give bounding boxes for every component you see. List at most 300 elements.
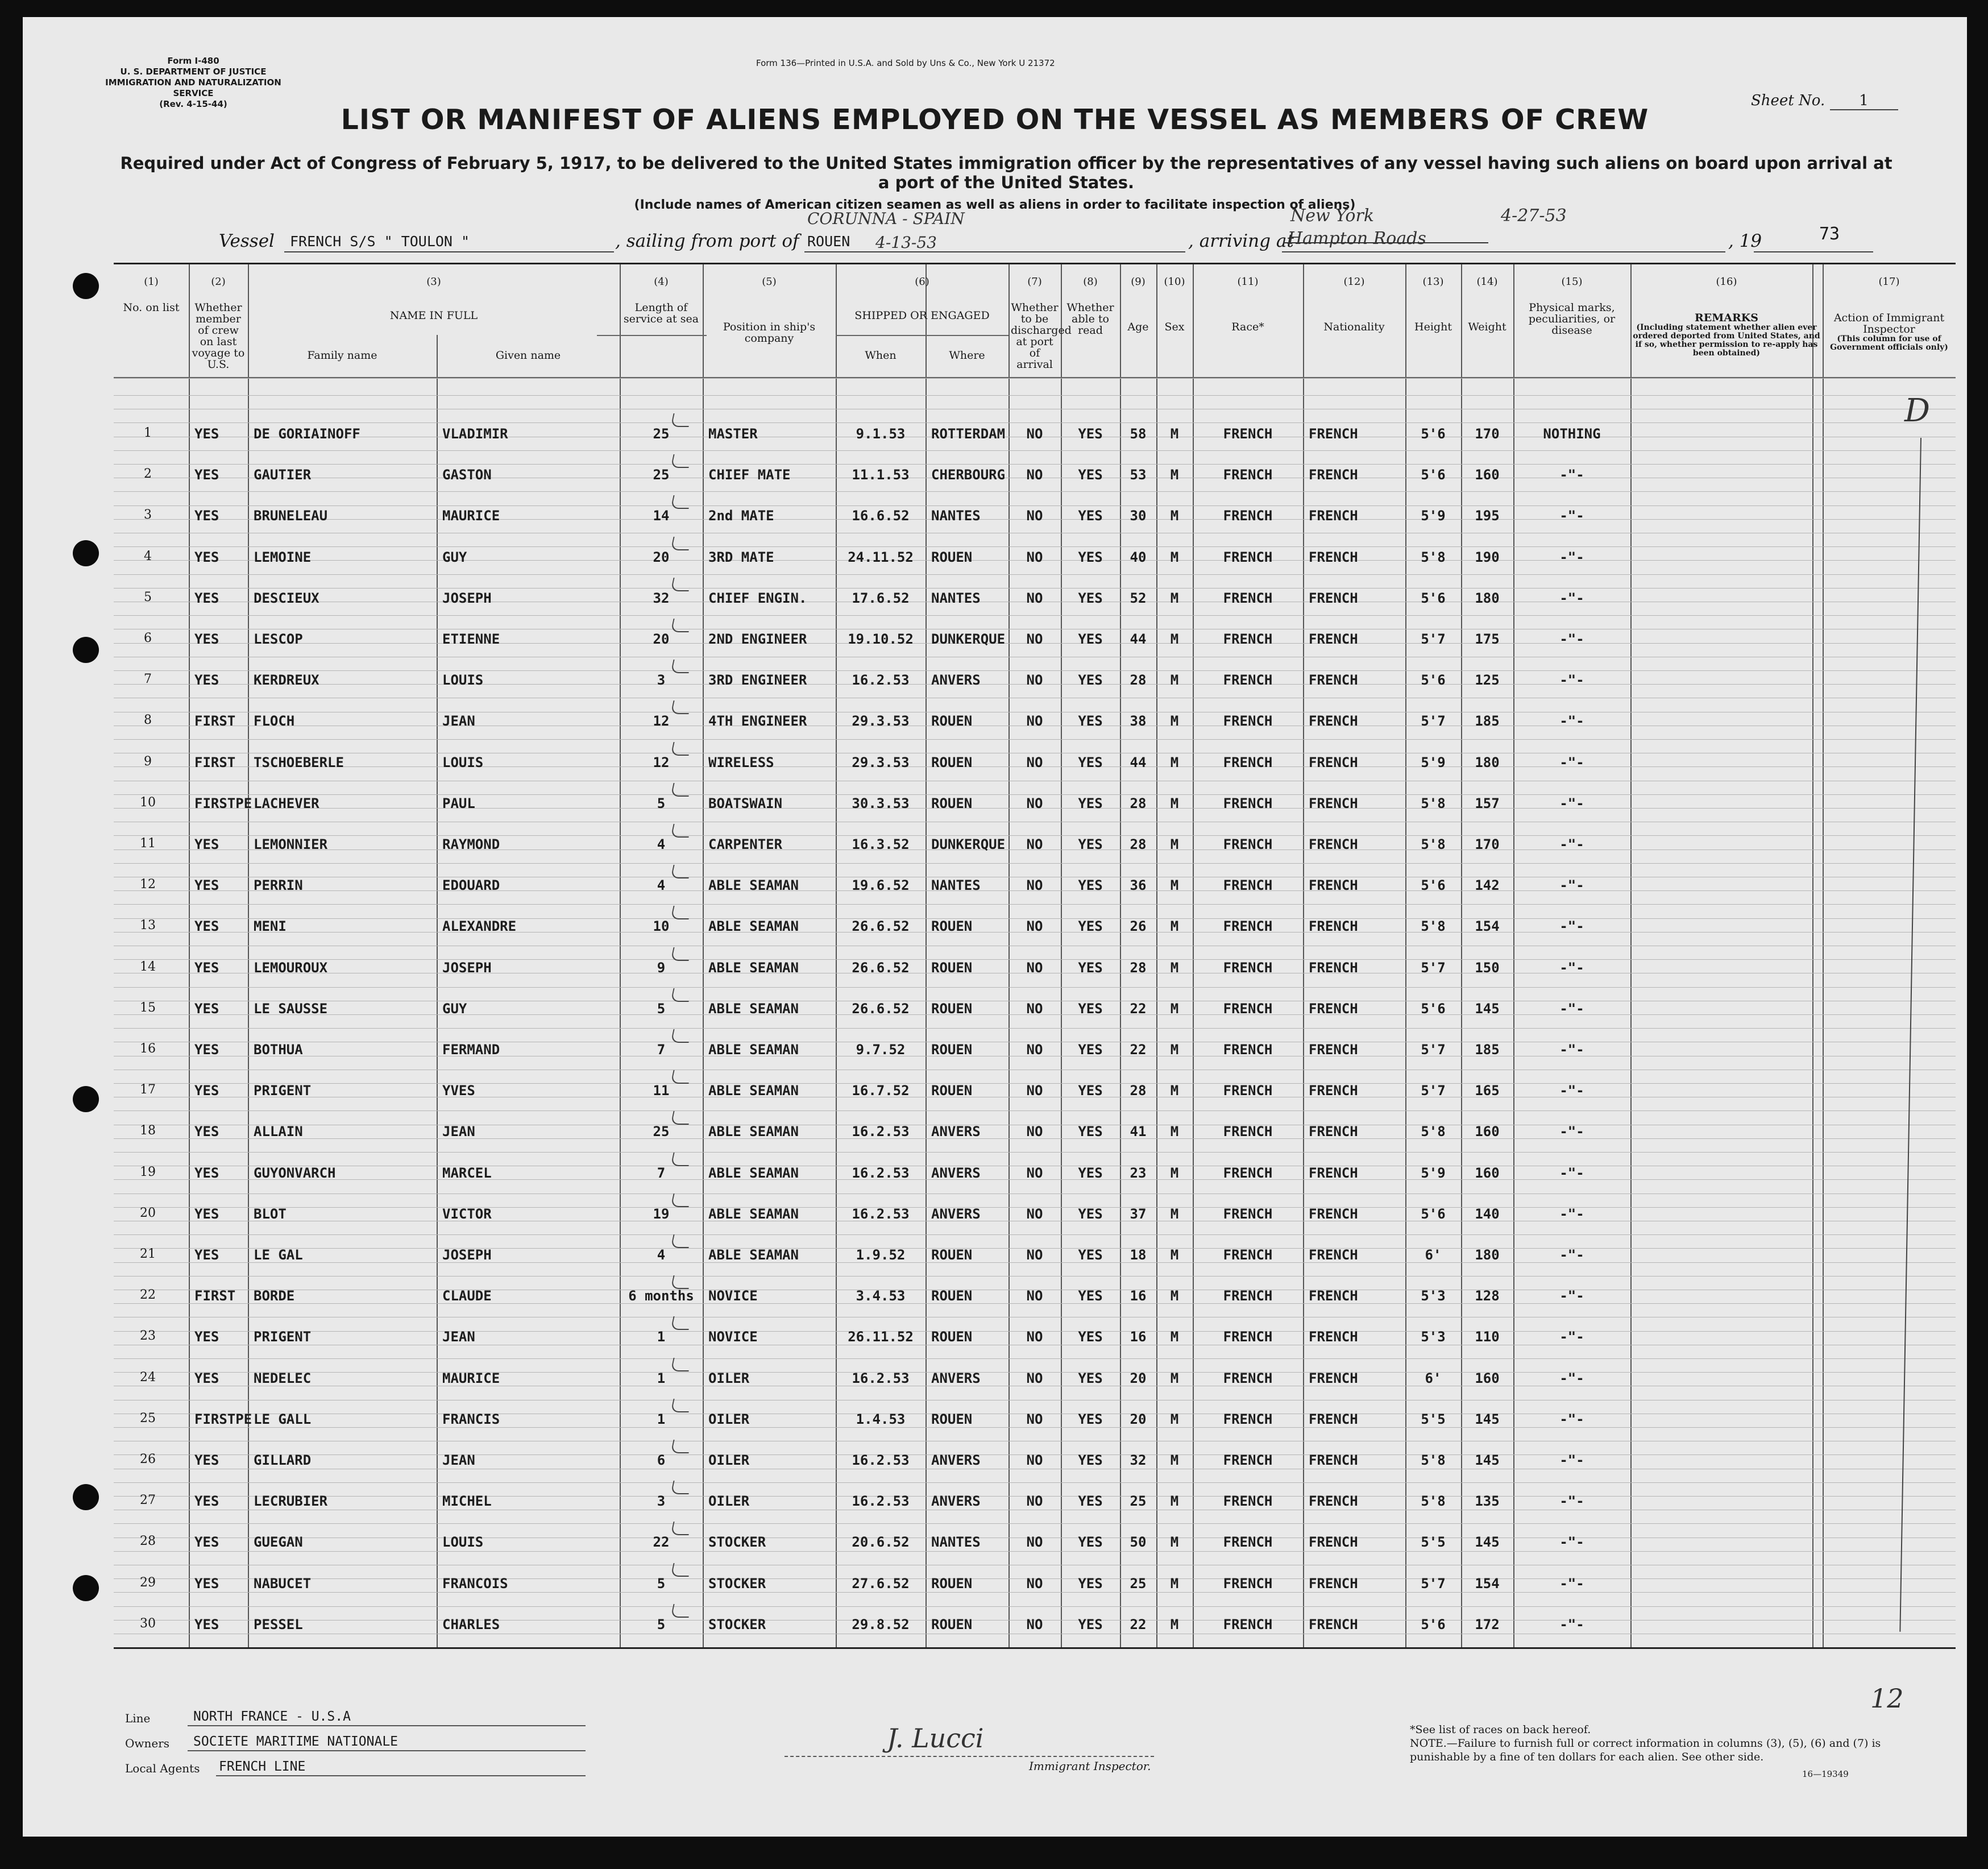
family-name: GUYONVARCH xyxy=(254,1165,336,1181)
race: FRENCH xyxy=(1223,713,1273,729)
able-to-read: YES xyxy=(1078,795,1103,811)
shipped-when: 20.6.52 xyxy=(852,1534,910,1550)
shipped-where: ANVERS xyxy=(931,1452,981,1468)
height: 5'6 xyxy=(1421,1617,1446,1632)
service-length: 5 xyxy=(657,1576,666,1592)
age: 30 xyxy=(1130,508,1147,524)
race: FRENCH xyxy=(1223,1124,1273,1139)
column-header-note: (Including statement whether alien ever ordered deported from United States, and if so, whether permission to re-apply has been obtained) xyxy=(1633,323,1820,358)
family-name: GUEGAN xyxy=(254,1534,303,1550)
table-row xyxy=(114,631,1956,648)
weight: 150 xyxy=(1475,960,1500,976)
nationality: FRENCH xyxy=(1309,795,1358,811)
service-length: 12 xyxy=(653,713,670,729)
age: 23 xyxy=(1130,1165,1147,1181)
weight: 125 xyxy=(1475,672,1500,688)
family-name: BOTHUA xyxy=(254,1042,303,1058)
check-mark xyxy=(670,495,691,509)
weight: 160 xyxy=(1475,1165,1500,1181)
column-header xyxy=(1633,312,1820,358)
sex: M xyxy=(1170,1370,1179,1386)
shipped-when: 26.11.52 xyxy=(848,1329,914,1345)
column-number: (15) xyxy=(1561,276,1583,288)
department: U. S. DEPARTMENT OF JUSTICE xyxy=(120,67,267,77)
check-mark xyxy=(670,742,691,756)
service-length: 7 xyxy=(657,1042,666,1058)
service-length: 12 xyxy=(653,755,670,770)
check-mark xyxy=(670,660,691,673)
name-split-rule xyxy=(437,335,438,1647)
shipped-when: 3.4.53 xyxy=(856,1288,906,1304)
shipped-split-rule xyxy=(925,335,927,1647)
race: FRENCH xyxy=(1223,1617,1273,1632)
column-subheader: Where xyxy=(949,349,985,362)
physical-marks: -"- xyxy=(1559,918,1584,934)
given-name: YVES xyxy=(442,1083,475,1099)
nationality: FRENCH xyxy=(1309,1493,1358,1509)
column-number: (11) xyxy=(1237,276,1259,288)
height: 5'7 xyxy=(1421,960,1446,976)
race: FRENCH xyxy=(1223,1452,1273,1468)
height: 5'3 xyxy=(1421,1329,1446,1345)
column-number: (14) xyxy=(1476,276,1498,288)
position: ABLE SEAMAN xyxy=(708,1206,799,1222)
check-mark xyxy=(670,1070,691,1084)
family-name: GAUTIER xyxy=(254,467,312,483)
family-name: LEMOINE xyxy=(254,549,312,565)
able-to-read: YES xyxy=(1078,877,1103,893)
sex: M xyxy=(1170,1576,1179,1592)
physical-marks: NOTHING xyxy=(1543,426,1601,442)
ledger-rule xyxy=(114,574,1956,575)
column-number: (16) xyxy=(1716,276,1737,288)
revision: (Rev. 4-15-44) xyxy=(159,99,227,109)
weight: 140 xyxy=(1475,1206,1500,1222)
age: 18 xyxy=(1130,1247,1147,1263)
column-number: (7) xyxy=(1027,276,1042,288)
sex: M xyxy=(1170,672,1179,688)
punch-hole xyxy=(73,273,99,299)
sex: M xyxy=(1170,836,1179,852)
height: 5'8 xyxy=(1421,836,1446,852)
given-name: LOUIS xyxy=(442,672,484,688)
able-to-read: YES xyxy=(1078,960,1103,976)
family-name: MENI xyxy=(254,918,287,934)
header-rule xyxy=(114,378,1956,379)
crew-table xyxy=(114,263,1956,1649)
row-number: 27 xyxy=(140,1493,156,1507)
able-to-read: YES xyxy=(1078,1124,1103,1139)
sex: M xyxy=(1170,467,1179,483)
nationality: FRENCH xyxy=(1309,1534,1358,1550)
given-name: FERMAND xyxy=(442,1042,500,1058)
row-number: 6 xyxy=(144,631,152,645)
column-number: (5) xyxy=(762,276,777,288)
row-number: 8 xyxy=(144,713,152,727)
family-name: BRUNELEAU xyxy=(254,508,328,524)
shipped-where: CHERBOURG xyxy=(931,467,1006,483)
height: 5'6 xyxy=(1421,426,1446,442)
table-row xyxy=(114,1124,1956,1141)
races-note: *See list of races on back hereof. xyxy=(1410,1723,1591,1736)
discharged: NO xyxy=(1026,1329,1043,1345)
shipped-when: 19.6.52 xyxy=(852,877,910,893)
given-name: GASTON xyxy=(442,467,492,483)
height: 5'5 xyxy=(1421,1534,1446,1550)
ledger-rule xyxy=(114,794,1956,795)
height: 5'9 xyxy=(1421,508,1446,524)
check-mark xyxy=(670,865,691,878)
sex: M xyxy=(1170,960,1179,976)
column-header: Nationality xyxy=(1323,321,1385,333)
shipped-where: ANVERS xyxy=(931,1206,981,1222)
weight: 175 xyxy=(1475,631,1500,647)
crew-last-voyage: FIRST xyxy=(194,1288,236,1304)
sex: M xyxy=(1170,1288,1179,1304)
given-name: VLADIMIR xyxy=(442,426,508,442)
position: NOVICE xyxy=(708,1288,758,1304)
weight: 180 xyxy=(1475,755,1500,770)
row-number: 28 xyxy=(140,1534,156,1548)
able-to-read: YES xyxy=(1078,1288,1103,1304)
given-name: ETIENNE xyxy=(442,631,500,647)
service-length: 7 xyxy=(657,1165,666,1181)
check-mark xyxy=(670,988,691,1002)
physical-marks: -"- xyxy=(1559,877,1584,893)
shipped-where: DUNKERQUE xyxy=(931,631,1006,647)
service-length: 10 xyxy=(653,918,670,934)
check-mark xyxy=(670,578,691,591)
crew-last-voyage: YES xyxy=(194,1534,219,1550)
sailing-port: ROUEN xyxy=(807,233,850,250)
race: FRENCH xyxy=(1223,755,1273,770)
race: FRENCH xyxy=(1223,1411,1273,1427)
physical-marks: -"- xyxy=(1559,467,1584,483)
row-number: 17 xyxy=(140,1083,156,1097)
column-header: SHIPPED OR ENGAGED xyxy=(854,309,990,322)
position: ABLE SEAMAN xyxy=(708,1165,799,1181)
check-mark xyxy=(670,619,691,632)
shipped-where: ANVERS xyxy=(931,1124,981,1139)
signature-line xyxy=(785,1756,1154,1757)
able-to-read: YES xyxy=(1078,1083,1103,1099)
shipped-where: ROUEN xyxy=(931,755,973,770)
service-length: 4 xyxy=(657,877,666,893)
row-number: 3 xyxy=(144,508,152,522)
table-row xyxy=(114,1370,1956,1387)
nationality: FRENCH xyxy=(1309,1329,1358,1345)
ledger-rule xyxy=(114,505,1956,506)
physical-marks: -"- xyxy=(1559,1329,1584,1345)
shipped-where: NANTES xyxy=(931,877,981,893)
table-row xyxy=(114,1452,1956,1469)
column-number: (17) xyxy=(1878,276,1900,288)
nationality: FRENCH xyxy=(1309,1617,1358,1632)
nationality: FRENCH xyxy=(1309,426,1358,442)
discharged: NO xyxy=(1026,1617,1043,1632)
height: 6' xyxy=(1425,1247,1442,1263)
sex: M xyxy=(1170,1001,1179,1017)
service-length: 14 xyxy=(653,508,670,524)
check-mark xyxy=(670,1399,691,1412)
row-number: 18 xyxy=(140,1124,156,1138)
weight: 145 xyxy=(1475,1452,1500,1468)
check-mark xyxy=(670,947,691,961)
position: 2nd MATE xyxy=(708,508,774,524)
crew-last-voyage: YES xyxy=(194,918,219,934)
position: 4TH ENGINEER xyxy=(708,713,807,729)
able-to-read: YES xyxy=(1078,713,1103,729)
height: 5'8 xyxy=(1421,549,1446,565)
column-number: (1) xyxy=(144,276,159,288)
physical-marks: -"- xyxy=(1559,1576,1584,1592)
height: 5'6 xyxy=(1421,877,1446,893)
height: 5'8 xyxy=(1421,1124,1446,1139)
check-mark xyxy=(670,1316,691,1330)
family-name: DESCIEUX xyxy=(254,590,319,606)
shipped-when: 30.3.53 xyxy=(852,795,910,811)
table-row xyxy=(114,1411,1956,1428)
table-row xyxy=(114,1206,1956,1223)
column-number: (6) xyxy=(915,276,929,288)
shipped-when: 16.2.53 xyxy=(852,672,910,688)
sex: M xyxy=(1170,631,1179,647)
check-mark xyxy=(670,1481,691,1494)
position: ABLE SEAMAN xyxy=(708,1083,799,1099)
able-to-read: YES xyxy=(1078,1617,1103,1632)
shipped-when: 16.2.53 xyxy=(852,1124,910,1139)
family-name: BORDE xyxy=(254,1288,295,1304)
family-name: LE GALL xyxy=(254,1411,312,1427)
shipped-where: ROUEN xyxy=(931,1411,973,1427)
crew-last-voyage: YES xyxy=(194,1206,219,1222)
service-length: 25 xyxy=(653,1124,670,1139)
crew-last-voyage: YES xyxy=(194,549,219,565)
name-header-rule xyxy=(597,335,707,336)
physical-marks: -"- xyxy=(1559,549,1584,565)
physical-marks: -"- xyxy=(1559,1042,1584,1058)
ledger-rule xyxy=(114,1028,1956,1029)
check-mark xyxy=(670,906,691,919)
table-row xyxy=(114,508,1956,525)
line-label: Line xyxy=(125,1711,151,1725)
service-length: 5 xyxy=(657,795,666,811)
given-name: GUY xyxy=(442,1001,467,1017)
discharged: NO xyxy=(1026,1576,1043,1592)
agents-label: Local Agents xyxy=(125,1762,200,1775)
shipped-where: ROUEN xyxy=(931,795,973,811)
ledger-rule xyxy=(114,863,1956,864)
row-number: 14 xyxy=(140,960,156,974)
check-mark xyxy=(670,454,691,468)
sex: M xyxy=(1170,918,1179,934)
position: STOCKER xyxy=(708,1534,766,1550)
shipped-where: ROUEN xyxy=(931,1247,973,1263)
ledger-rule xyxy=(114,1606,1956,1607)
physical-marks: -"- xyxy=(1559,1001,1584,1017)
race: FRENCH xyxy=(1223,467,1273,483)
race: FRENCH xyxy=(1223,1576,1273,1592)
column-number: (13) xyxy=(1422,276,1444,288)
weight: 145 xyxy=(1475,1534,1500,1550)
shipped-when: 16.2.53 xyxy=(852,1370,910,1386)
arriving-date-handwritten: 4-27-53 xyxy=(1501,206,1567,226)
service-length: 25 xyxy=(653,426,670,442)
height: 5'9 xyxy=(1421,1165,1446,1181)
height: 5'8 xyxy=(1421,1452,1446,1468)
weight: 154 xyxy=(1475,918,1500,934)
service-length: 20 xyxy=(653,631,670,647)
year-underline xyxy=(1754,251,1873,252)
height: 5'7 xyxy=(1421,1576,1446,1592)
nationality: FRENCH xyxy=(1309,836,1358,852)
weight: 180 xyxy=(1475,1247,1500,1263)
race: FRENCH xyxy=(1223,1329,1273,1345)
height: 5'3 xyxy=(1421,1288,1446,1304)
service-length: 1 xyxy=(657,1370,666,1386)
check-mark xyxy=(670,1029,691,1043)
given-name: JOSEPH xyxy=(442,1247,492,1263)
physical-marks: -"- xyxy=(1559,755,1584,770)
strikethrough-line xyxy=(1284,242,1488,243)
weight: 160 xyxy=(1475,1124,1500,1139)
race: FRENCH xyxy=(1223,795,1273,811)
shipped-where: ROUEN xyxy=(931,549,973,565)
shipped-where: ROUEN xyxy=(931,1288,973,1304)
table-row xyxy=(114,467,1956,484)
weight: 128 xyxy=(1475,1288,1500,1304)
service-length: 20 xyxy=(653,549,670,565)
race: FRENCH xyxy=(1223,1165,1273,1181)
family-name: DE GORIAINOFF xyxy=(254,426,360,442)
nationality: FRENCH xyxy=(1309,960,1358,976)
row-number: 9 xyxy=(144,755,152,769)
weight: 142 xyxy=(1475,877,1500,893)
nationality: FRENCH xyxy=(1309,1124,1358,1139)
agents-value: FRENCH LINE xyxy=(219,1759,306,1774)
position: 2ND ENGINEER xyxy=(708,631,807,647)
nationality: FRENCH xyxy=(1309,631,1358,647)
service-length: 1 xyxy=(657,1411,666,1427)
crew-last-voyage: YES xyxy=(194,1124,219,1139)
column-header: Physical marks, peculiarities, or disease xyxy=(1528,301,1616,337)
punch-hole xyxy=(73,1484,99,1510)
crew-last-voyage: FIRST xyxy=(194,713,236,729)
ledger-rule xyxy=(114,835,1956,836)
line-underline xyxy=(188,1725,586,1726)
position: ABLE SEAMAN xyxy=(708,877,799,893)
row-number: 16 xyxy=(140,1042,156,1056)
age: 16 xyxy=(1130,1329,1147,1345)
ledger-rule xyxy=(114,1152,1956,1153)
crew-last-voyage: YES xyxy=(194,1493,219,1509)
crew-last-voyage: YES xyxy=(194,426,219,442)
ledger-rule xyxy=(114,1193,1956,1194)
age: 58 xyxy=(1130,426,1147,442)
ledger-rule xyxy=(114,739,1956,740)
given-name: ALEXANDRE xyxy=(442,918,517,934)
family-name: GILLARD xyxy=(254,1452,312,1468)
family-name: LE SAUSSE xyxy=(254,1001,328,1017)
given-name: EDOUARD xyxy=(442,877,500,893)
punch-hole xyxy=(73,637,99,663)
physical-marks: -"- xyxy=(1559,836,1584,852)
shipped-where: ROUEN xyxy=(931,960,973,976)
family-name: NABUCET xyxy=(254,1576,312,1592)
weight: 190 xyxy=(1475,549,1500,565)
race: FRENCH xyxy=(1223,1001,1273,1017)
age: 22 xyxy=(1130,1001,1147,1017)
shipped-when: 29.3.53 xyxy=(852,713,910,729)
ledger-rule xyxy=(114,615,1956,616)
able-to-read: YES xyxy=(1078,755,1103,770)
discharged: NO xyxy=(1026,1206,1043,1222)
column-number: (4) xyxy=(654,276,669,288)
row-number: 2 xyxy=(144,467,152,481)
age: 28 xyxy=(1130,836,1147,852)
table-row xyxy=(114,1493,1956,1510)
nationality: FRENCH xyxy=(1309,1083,1358,1099)
race: FRENCH xyxy=(1223,836,1273,852)
physical-marks: -"- xyxy=(1559,1411,1584,1427)
vessel-name: FRENCH S/S " TOULON " xyxy=(290,233,470,250)
age: 32 xyxy=(1130,1452,1147,1468)
position: CHIEF MATE xyxy=(708,467,791,483)
height: 5'6 xyxy=(1421,1206,1446,1222)
shipped-where: NANTES xyxy=(931,508,981,524)
shipped-when: 26.6.52 xyxy=(852,1001,910,1017)
row-number: 25 xyxy=(140,1411,156,1425)
nationality: FRENCH xyxy=(1309,918,1358,934)
weight: 185 xyxy=(1475,713,1500,729)
family-name: LACHEVER xyxy=(254,795,319,811)
position: CARPENTER xyxy=(708,836,783,852)
given-name: LOUIS xyxy=(442,1534,484,1550)
service-length: 25 xyxy=(653,467,670,483)
discharged: NO xyxy=(1026,1042,1043,1058)
discharged: NO xyxy=(1026,1411,1043,1427)
physical-marks: -"- xyxy=(1559,1165,1584,1181)
height: 5'7 xyxy=(1421,1042,1446,1058)
table-row xyxy=(114,1083,1956,1100)
form-number: Form I-480 xyxy=(167,56,219,66)
arriving-label: , arriving at xyxy=(1188,231,1294,251)
age: 22 xyxy=(1130,1042,1147,1058)
able-to-read: YES xyxy=(1078,1247,1103,1263)
table-row xyxy=(114,836,1956,853)
age: 26 xyxy=(1130,918,1147,934)
position: STOCKER xyxy=(708,1617,766,1632)
table-row xyxy=(114,426,1956,443)
table-row xyxy=(114,549,1956,566)
given-name: JEAN xyxy=(442,1329,475,1345)
physical-marks: -"- xyxy=(1559,672,1584,688)
column-header: Weight xyxy=(1468,321,1506,333)
crew-last-voyage: YES xyxy=(194,877,219,893)
shipped-when: 9.1.53 xyxy=(856,426,906,442)
family-name: PERRIN xyxy=(254,877,303,893)
shipped-where: ROUEN xyxy=(931,918,973,934)
shipped-when: 16.7.52 xyxy=(852,1083,910,1099)
ledger-rule xyxy=(114,546,1956,547)
column-header-title: REMARKS xyxy=(1694,312,1759,324)
discharged: NO xyxy=(1026,1083,1043,1099)
age: 25 xyxy=(1130,1493,1147,1509)
ledger-rule xyxy=(114,588,1956,589)
shipped-where: NANTES xyxy=(931,590,981,606)
service-length: 6 xyxy=(657,1452,666,1468)
ledger-rule xyxy=(114,987,1956,988)
